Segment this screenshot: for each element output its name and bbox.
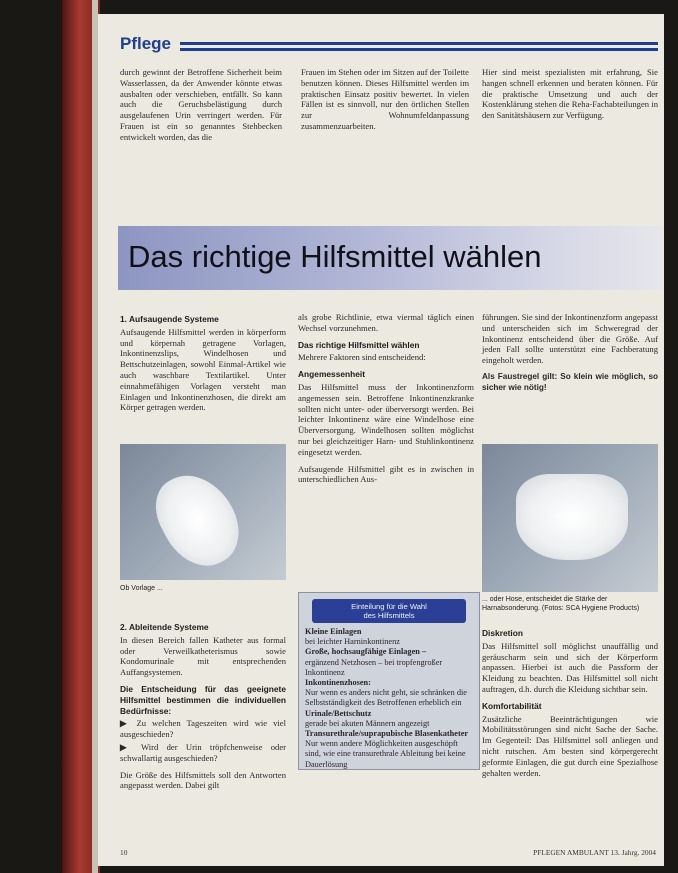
info-box-body <box>299 627 479 770</box>
column-3-lower <box>482 626 658 784</box>
heading-absorbent-systems: 1. Aufsaugende Systeme <box>120 314 219 324</box>
heading-appropriateness: Angemessenheit <box>298 369 366 380</box>
factors-text: Mehrere Faktoren sind entscheidend: <box>298 352 426 363</box>
info-box <box>298 592 480 770</box>
title-banner <box>118 226 662 290</box>
comfort-text: Zusätzliche Beeinträchtigungen wie Mobilitätsstörungen sind nicht Sache der Sache. Im Gegenteil: Das Hilfsmittel soll anliegen und nicht rutschen. Am besten sind körpergerecht geformte Einlagen, die gut durch eine Spezialhose gehalten werden. <box>482 713 658 778</box>
column-3-upper <box>482 312 658 400</box>
info-row: Kleine Einlagen bei leichter Harninkontinenz <box>305 627 400 647</box>
absorbent-systems-text: Aufsaugende Hilfsmittel werden in körperform und körpernah getragene Vorlagen, Inkontinenzslips, Windelhosen und Bettschutzeinlagen, sowohl Einmal-Artikel wie auch waschbare Textilartikel. Unter einnahmefähigen Vorlagen versteht man Einlagen und Inkontinenzhosen, die direkt am Körper getragen werden. <box>120 326 286 413</box>
change-guideline-text: als grobe Richtlinie, etwa viermal täglich einen Wechsel vorzunehmen. <box>298 312 474 333</box>
heading-discretion: Diskretion <box>482 628 523 638</box>
absorbent-variants-text: Aufsaugende Hilfsmittel gibt es in zwischen in unterschiedlichen Aus- <box>298 463 474 485</box>
bullet-item-2: ▶ Wird der Urin tröpfchenweise oder schwallartig ausgeschieden? <box>120 741 287 763</box>
decision-heading: Die Entscheidung für das geeignete Hilfsmittel bestimmen die individuellen Bedürfnisse: <box>120 683 286 716</box>
header-rule-top <box>180 42 658 45</box>
journal-footer: PFLEGEN AMBULANT 13. Jahrg. 2004 <box>533 848 656 857</box>
info-box-title: Einteilung für die Wahl des Hilfsmittels <box>312 599 466 623</box>
info-row: Urinale/Bettschutz gerade bei akuten Männern angezeigt <box>305 708 430 728</box>
appropriateness-text: Das Hilfsmittel muss der Inkontinenzform angemessen sein. Betroffene Inkontinenzkranke sollten nicht unter- oder überversorgt werden. Bei leichter Inkontinenz wäre eine Windelhose eine Überversorgung. Windelhosen sollten möglichst nur bei gleichzeitiger Harn- und Stuhlinkontinenz eingesetzt werden. <box>298 381 474 457</box>
header-rule-bottom <box>180 48 658 51</box>
info-row: Transurethrale/suprapubische Blasenkatheter Nur wenn andere Möglichkeiten ausgeschöpft sind, wie eine transurethrale Ableitung bei keine Dauerlösung <box>305 729 469 769</box>
heading-choose-aid: Das richtige Hilfsmittel wählen <box>298 339 420 350</box>
pants-photo <box>482 444 658 592</box>
magazine-page <box>98 14 664 866</box>
column-1-lower <box>120 620 286 797</box>
rule-of-thumb: Als Faustregel gilt: So klein wie möglich, so sicher wie nötig! <box>482 371 658 392</box>
column-2 <box>298 312 474 491</box>
top-column-1: durch gewinnt der Betroffene Sicherheit beim Wasserlassen, da der Anwender könnte etwas ausbalten oder verschieben, entfällt. So kann auch die Geruchsbelästigung durch ausgelaufenen Urin verringert werden. Für Frauen ist ein so genanntes Stehbecken entwickelt worden, das die <box>120 67 282 142</box>
pad-photo <box>120 444 286 580</box>
draining-systems-text: In diesen Bereich fallen Katheter aus formal oder Verweilkatheterismus sowie Kondomurinale mit entsprechenden Auffangsystemen. <box>120 634 286 678</box>
info-row: Inkontinenzhosen: Nur wenn es anders nicht geht, sie schränken die Selbstständigkeit des Betroffenen erheblich ein <box>305 678 467 708</box>
discretion-text: Das Hilfsmittel soll möglichst unauffällig und geräuscharm sein und sich der Körperform anpassen. Hierbei ist auch die Passform der Kleidung zu beachten. Das Hilfsmittel soll nicht auftragen, d.h. durch die Kleidung sichtbar sein. <box>482 640 658 694</box>
pants-photo-caption: ... oder Hose, entscheidet die Stärke der Harnabsonderung. (Fotos: SCA Hygiene Products) <box>482 596 640 612</box>
pants-image <box>516 474 628 560</box>
top-column-3: Hier sind meist spezialisten mit erfahrung, Sie hangen schnell erkennen und beraten können. Für die praktische Umsetzung und auch der Kostenklärung stehen die Reha-Fachabteilungen in den Sanitätshäusern zur Verfügung. <box>482 67 658 121</box>
top-column-2: Frauen im Stehen oder im Sitzen auf der Toilette benutzen können. Dieses Hilfsmittel werden im praktischen Einsatz positiv bewertet. In vielen Fällen ist es sinnvoll, nur den örtlichen Stellen zur Wohnumfeldanpassung zusammenzuarbeiten. <box>301 67 469 131</box>
pad-image <box>144 461 253 580</box>
bullet-item-1: ▶ Zu welchen Tageszeiten wird wie viel ausgeschieden? <box>120 718 287 740</box>
page-number: 10 <box>120 848 128 857</box>
section-header: Pflege <box>120 34 172 53</box>
heading-draining-systems: 2. Ableitende Systeme <box>120 622 209 632</box>
column-1-upper <box>120 312 286 419</box>
info-row: Große, hochsaugfähige Einlagen – ergänzend Netzhosen – bei tropfengroßer Inkontinenz <box>305 647 443 677</box>
pad-photo-caption: Ob Vorlage ... <box>120 585 163 592</box>
size-text: Die Größe des Hilfsmittels soll den Antworten angepasst werden. Dabei gilt <box>120 769 286 791</box>
article-title: Das richtige Hilfsmittel wählen <box>128 239 542 274</box>
heading-comfort: Komfortabilität <box>482 700 542 711</box>
forms-text: führungen. Sie sind der Inkontinenzform angepasst und unterscheiden sich im Schweregrad der Inkontinenz entscheidend über die Größe. Auf jeden Fall sollte unterstützt eine Fachberatung eingeholt werden. <box>482 312 658 366</box>
